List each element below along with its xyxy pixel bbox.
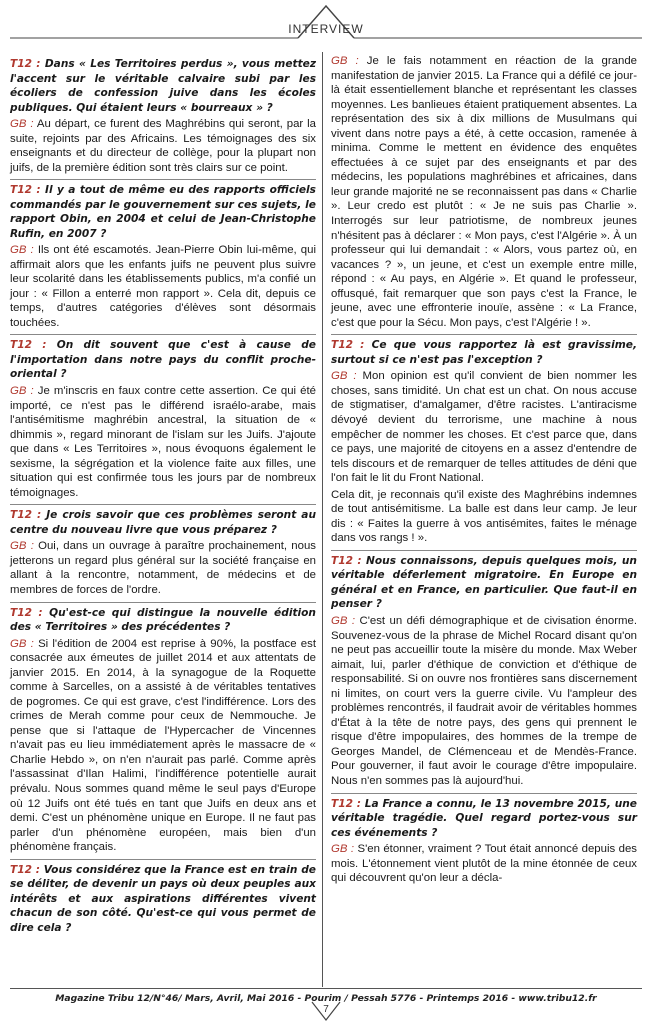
left-column (10, 54, 316, 937)
separator (331, 793, 637, 794)
page-header (0, 0, 652, 48)
separator (331, 550, 637, 551)
column-divider (322, 52, 323, 987)
separator (331, 334, 637, 335)
page-number: 7 (323, 1004, 329, 1015)
answer: GB : Au départ, ce furent des Maghrébins qui seront, par la suite, rejoints par des Africains. Les témoignages des six enseignants et du directeur de collège, pour la plupart non juifs, de la première édition sont très clairs sur ce point. (10, 118, 316, 174)
separator (10, 859, 316, 860)
answer: GB : Ils ont été escamotés. Jean-Pierre Obin lui-même, qui affirmait alors que les enfants juifs ne peuvent plus suivre leur scolarité dans les établissements publics, m'a confié un jour : « Fillon a enterré mon rapport ». Cela dit, depuis ce temps, d'autres catégories d'élèves sont désormais touchées. (10, 244, 316, 329)
footer-rule (10, 988, 642, 989)
question: T12 : Ce que vous rapportez là est gravissime, surtout si ce n'est pas l'exception ? (331, 339, 637, 366)
question: T12 : Dans « Les Territoires perdus », vous mettez l'accent sur le véritable calvaire subi par les écoliers de confession juive dans les écoles publiques. Qui étaient leurs « bourreaux » ? (10, 58, 316, 114)
separator (10, 179, 316, 180)
answer: GB : C'est un défi démographique et de civisation énorme. Souvenez-vous de la phrase de Michel Rocard disant qu'on ne peut pas accueillir toute la misère du monde. Max Weber aimait, lui, parler d'éthique de conviction et d'éthique de responsabilité. Si on ouvre nos frontières sans discernement ni limites, on court vers la guerre civile. Vu l'ampleur des problèmes rencontrés, il faudrait avoir de véritables hommes d'État à la tête de notre pays, des gens qui prennent le risque d'être impopulaires, des hommes de la trempe de Georges Mandel, de Clémenceau et de Mendès-France. Pour gouverner, il faut avoir le courage d'être impopulaire. Nous n'en sommes pas là aujourd'hui. (331, 614, 637, 787)
question: T12 : On dit souvent que c'est à cause de l'importation dans notre pays du conflit proche-oriental ? (10, 339, 316, 381)
question: T12 : La France a connu, le 13 novembre 2015, une véritable tragédie. Quel regard portez-vous sur ces événements ? (331, 797, 637, 839)
answer: GB : S'en étonner, vraiment ? Tout était annoncé depuis des mois. L'étonnement vient plutôt de la mine étonnée de ceux qui découvrent qu'on leur a décla- (331, 843, 637, 885)
right-column (331, 54, 637, 888)
section-label: INTERVIEW (288, 22, 364, 36)
answer: GB : Je le fais notamment en réaction de la grande manifestation de janvier 2015. La France qui a défilé ce jour-là était essentiellement blanche et représentant les classes moyennes. Les banlieues étaient pratiquement absentes. La représentation des six à dix millions de Musulmans qui vivent dans notre pays a été, à cette occasion, ramenée à minima. Comme le mettent en évidence des enquêtes effectuées à ce sujet par des enseignants et par des médecins, les populations maghrébines et africaines, dans leur grande majorité ne se reconnaissent pas dans « Charlie ». Leur credo est plutôt : « Je ne suis pas Charlie ». Interrogés sur leur patriotisme, de nombreux jeunes n'hésitent pas à déclarer : « Mon pays, c'est l'Algérie ». À un professeur qui lui demandait : « Alors, vous partez où, en vacances ? », un jeune, et c'est un exemple entre mille, répond : « Au pays, en Algérie ». Et quand le professeur, offusqué, fait remarquer que son pays c'est la France, le jeune, avec une effronterie inouïe, assène : « La France, c'est que pour la Sécu. Mon pays, c'est l'Algérie ! ». (331, 55, 637, 329)
separator (10, 602, 316, 603)
separator (10, 504, 316, 505)
answer: GB : Oui, dans un ouvrage à paraître prochainement, nous jetterons un regard plus général sur la société française en allant à la rencontre, notamment, de médecins et de membres de forces de l'ordre. (10, 540, 316, 596)
question: T12 : Qu'est-ce qui distingue la nouvelle édition des « Territoires » des précédentes ? (10, 606, 316, 634)
question: T12 : Il y a tout de même eu des rapports officiels commandés par le gouvernement sur ces sujets, le rapport Obin, en 2004 et celui de Jean-Christophe Rufin, en 2007 ? (10, 184, 316, 240)
footer-magazine-info: Magazine Tribu 12/N°46/ Mars, Avril, Mai 2016 - Pourim / Pessah 5776 - Printemps 2016 - www.tribu12.fr (55, 993, 597, 1004)
question: T12 : Nous connaissons, depuis quelques mois, un véritable déferlement migratoire. En Europe en général et en France, en particulier. Que faut-il en penser ? (331, 554, 637, 611)
question: T12 : Vous considérez que la France est en train de se déliter, de devenir un pays où deux peuples aux intérêts et aux aspirations différentes vivent chacun de son côté. Qu'est-ce qui vous permet de dire cela ? (10, 863, 316, 934)
answer-continued: Cela dit, je reconnais qu'il existe des Maghrébins indemnes de tout antisémitisme. La balle est dans leur camp. Je leur dis : « Faites la guerre à vos antisémites, faites le ménage dans vos rangs ! ». (331, 488, 637, 545)
answer: GB : Mon opinion est qu'il convient de bien nommer les choses, sans timidité. Un chat est un chat. On nous accuse de stigmatiser, d'amalgamer, d'être racistes. L'antiracisme dévoyé devient du terrorisme, une machine à nous empêcher de nommer les choses. Et c'est parce que, dans ce pays, une majorité de citoyens en a assez d'entendre de tels discours et de remarquer de telles attitudes de déni que l'on fait le lit du Front National. (331, 370, 637, 485)
answer: GB : Je m'inscris en faux contre cette assertion. Ce qui été importé, ce n'est pas le différend israélo-arabe, mais l'antisémitisme maghrébin ancestral, la situation de « dhimmis », regard minorant de l'islam sur les Juifs. J'ajoute que dans « Les Territoires », nous évoquons également le sexisme, la ségrégation et la violence faite aux filles, une situation qui est confirmée tous les jours par de nombreux témoignages. (10, 384, 316, 499)
separator (10, 334, 316, 335)
answer: GB : Si l'édition de 2004 est reprise à 90%, la postface est consacrée aux émeutes de juillet 2014 et aux attentats de janvier 2015. En 2014, à la synagogue de la Roquette comme à Sarcelles, on a assisté à de véritables tentatives de pogromes. Ce qui est grave, c'est l'indifférence. Lors des crimes de Merah comme pour ceux de Nemmouche. Je pense que si l'attaque de l'Hypercacher de Vincennes n'avait pas eu lieu immédiatement après le massacre de « Charlie Hebdo », on n'en n'aurait pas parlé. Comme après l'assassinat d'Ilan Halimi, l'indifférence potentielle aurait prévalu. Nous sommes quand même le seul pays d'Europe où 12 Juifs ont été tués en tant que Juifs en deux ans et demi. C'est un phénomène unique en Europe. Il ne faut pas parler d'un phénomène européen, mais bien d'un phénomène français. (10, 637, 316, 854)
question: T12 : Je crois savoir que ces problèmes seront au centre du nouveau livre que vous préparez ? (10, 509, 316, 536)
